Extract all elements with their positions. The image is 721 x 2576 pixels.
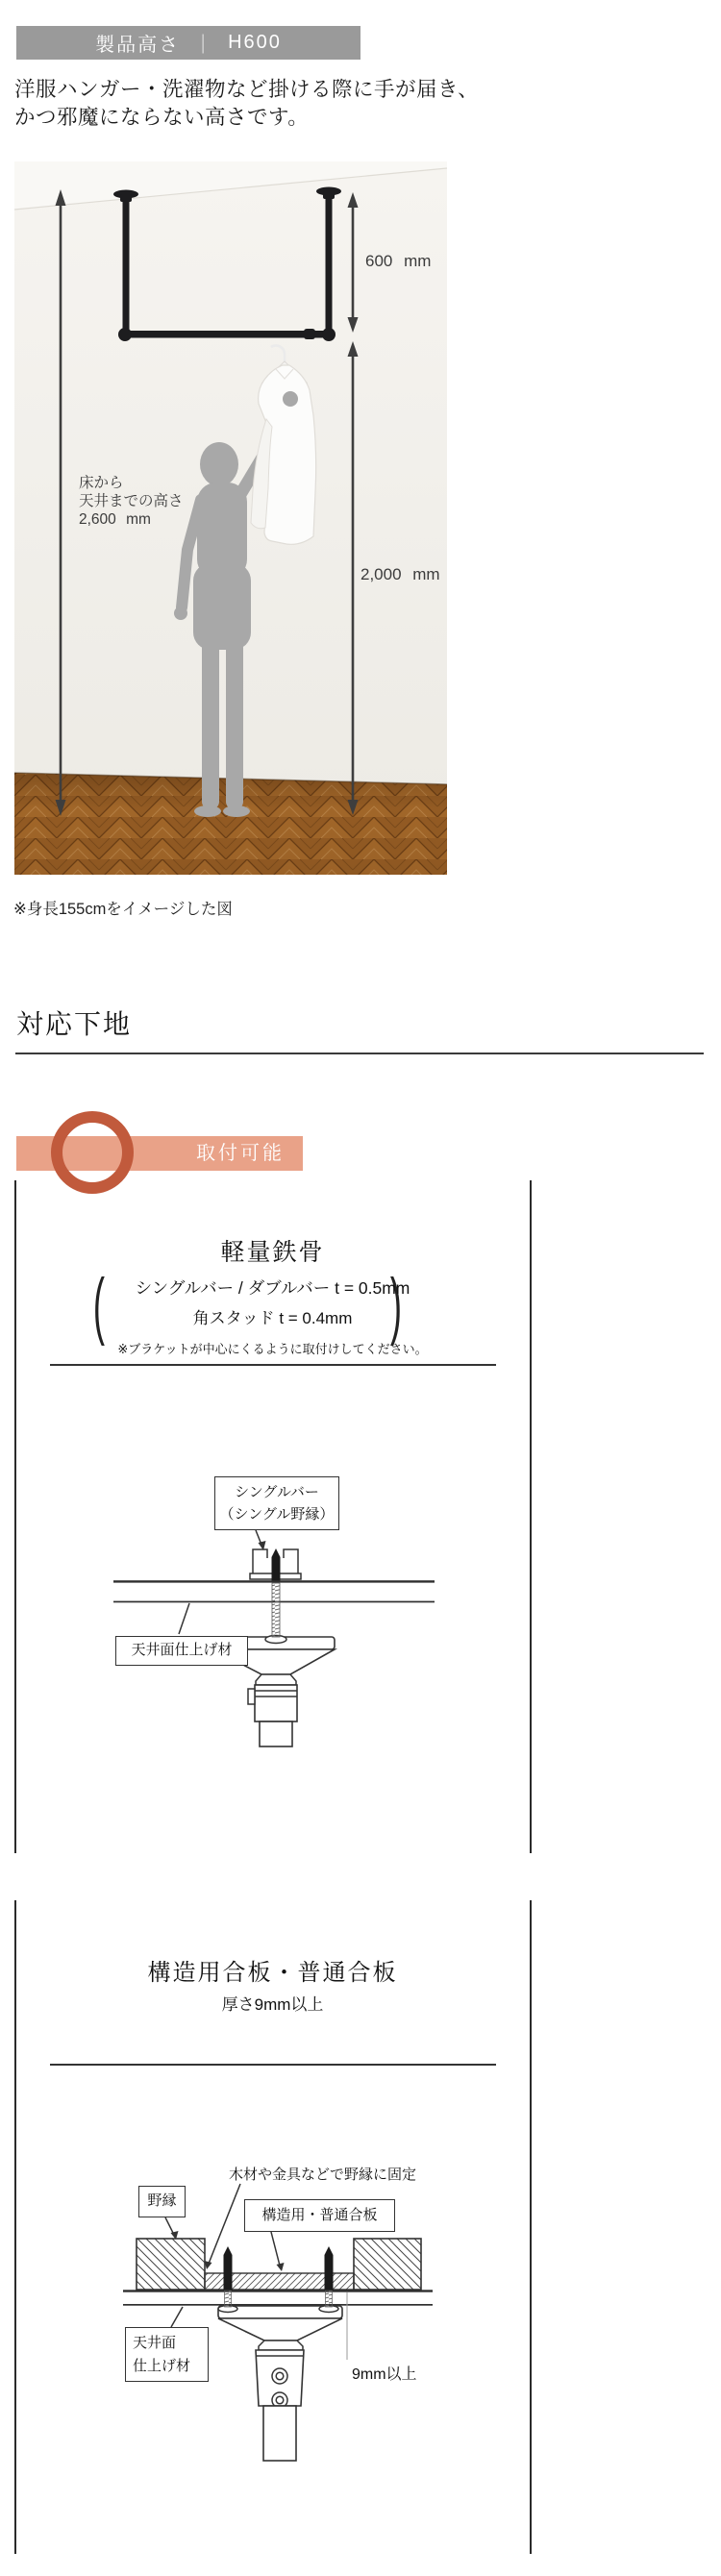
- single-bar-label-line1: シングルバー: [235, 1484, 319, 1500]
- ceiling-finish-line2: 仕上げ材: [133, 2358, 191, 2374]
- substrate2-subtitle: 厚さ9mm以上: [221, 1995, 324, 2014]
- badge-label: 製品高さ: [95, 35, 181, 56]
- substrate2-rule: [50, 2064, 496, 2066]
- substrate2-title: 構造用合板・普通合板: [147, 1960, 398, 1986]
- paren-open: (: [92, 1264, 106, 1347]
- installable-badge-label: 取付可能: [196, 1143, 285, 1164]
- product-photo: [14, 161, 447, 875]
- single-bar-label-line2: （シングル野縁）: [219, 1505, 335, 1523]
- plywood-diagram: [13, 2158, 531, 2475]
- thickness-label: 9mm以上: [352, 2366, 417, 2383]
- badge-divider: ｜: [193, 35, 215, 56]
- intro-line-1: 洋服ハンガー・洗濯物など掛ける際に手が届き、: [14, 78, 480, 101]
- ceiling-height-line2: 天井までの高さ: [79, 493, 184, 509]
- substrate1-title: 軽量鉄骨: [220, 1239, 325, 1266]
- ceiling-height-line1: 床から: [79, 475, 124, 491]
- substrate1-spec-1: シングルバー / ダブルバー t = 0.5mm: [135, 1278, 410, 1298]
- badge-value: H600: [228, 32, 282, 53]
- plywood-label-box: 構造用・普通合板: [244, 2199, 395, 2232]
- measure-600: 600 mm: [365, 252, 432, 270]
- measure-2000: 2,000 mm: [360, 565, 440, 583]
- fix-to-batten-label: 木材や金具などで野縁に固定: [229, 2167, 417, 2183]
- figure-caption: ※身長155cmをイメージした図: [13, 901, 233, 918]
- hand: [283, 391, 298, 407]
- circle-ok-icon: [51, 1111, 134, 1194]
- product-height-badge: [16, 26, 360, 60]
- single-bar-diagram: [13, 1469, 531, 1757]
- batten-label-box: 野縁: [138, 2186, 186, 2217]
- section-divider: [15, 1053, 704, 1054]
- single-bar-label-box: [214, 1476, 339, 1530]
- section-title: 対応下地: [16, 1009, 133, 1039]
- ceiling-finish-line1: 天井面: [133, 2335, 177, 2351]
- substrate1-spec-2: 角スタッド t = 0.4mm: [192, 1309, 353, 1327]
- measure-ceiling-height: [79, 474, 184, 529]
- intro-line-2: かつ邪魔にならない高さです。: [14, 106, 310, 129]
- substrate1-rule: [50, 1364, 496, 1366]
- ceiling-finish-label-box: 天井面仕上げ材: [115, 1636, 248, 1666]
- ceiling-finish-label-box-2: [125, 2327, 209, 2382]
- substrate1-note: ※ブラケットが中心にくるように取付けしてください。: [117, 1342, 428, 1356]
- paren-close: ): [389, 1264, 403, 1347]
- ceiling-height-line3: 2,600 mm: [79, 511, 151, 528]
